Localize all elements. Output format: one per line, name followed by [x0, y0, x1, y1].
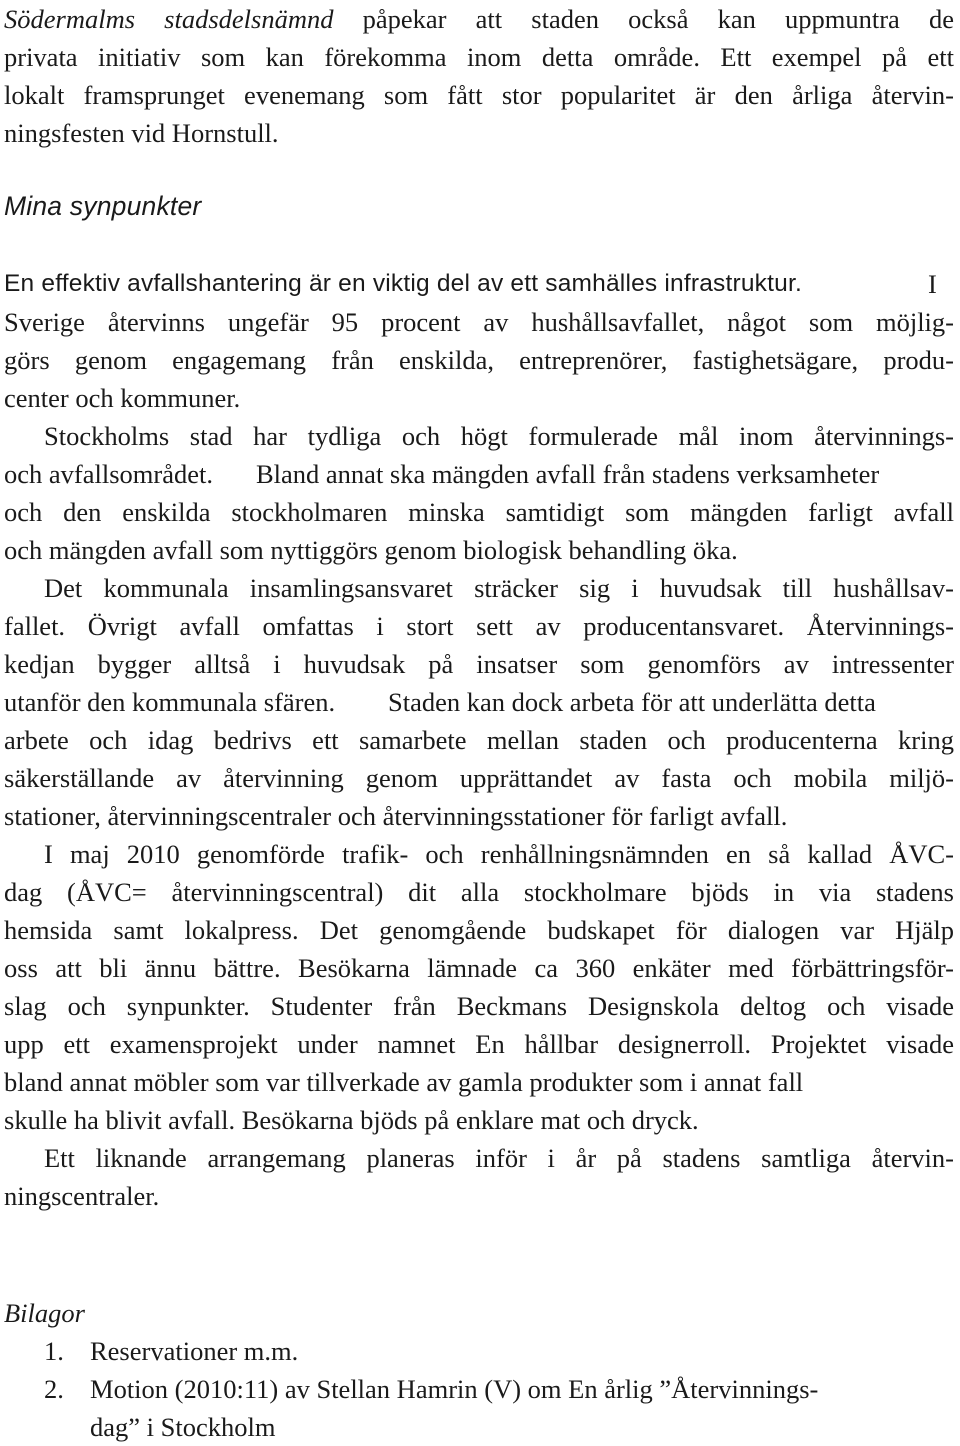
body-line: stationer, återvinningscentraler och återvinningsstationer för farligt avfall. — [4, 801, 788, 831]
intro-line-3: lokalt framsprunget evenemang som fått stor popularitet är den årliga återvin- — [4, 80, 954, 110]
body-line: dag (ÅVC= återvinningscentral) dit alla stockholmare bjöds in via stadens — [4, 877, 954, 907]
body-line: skulle ha blivit avfall. Besökarna bjöds på enklare mat och dryck. — [4, 1105, 699, 1135]
body-line: En effektiv avfallshantering är en viktig del av ett samhälles infrastruktur. — [4, 270, 802, 297]
body-line: bland annat möbler som var tillverkade av gamla produkter som i annat fall — [4, 1067, 804, 1097]
body-line: ningscentraler. — [4, 1181, 160, 1211]
body-line: upp ett examensprojekt under namnet En hållbar designerroll. Projektet visade — [4, 1029, 954, 1059]
body-line: arbete och idag bedrivs ett samarbete mellan staden och producenterna kring — [4, 725, 954, 755]
body-line: Stockholms stad har tydliga och högt formulerade mål inom återvinnings- — [44, 421, 954, 451]
body-line: fallet. Övrigt avfall omfattas i stort sett av producentansvaret. Återvinnings- — [4, 611, 954, 641]
body-line: hemsida samt lokalpress. Det genomgående budskapet för dialogen var Hjälp — [4, 915, 954, 945]
body-line: utanför den kommunala sfären. — [4, 687, 336, 717]
attachments-heading: Bilagor — [4, 1298, 85, 1328]
body-line: och avfallsområdet. — [4, 459, 213, 489]
attachment-item — [44, 1332, 298, 1370]
body-line: Sverige återvinns ungefär 95 procent av hushållsavfallet, något som möjlig- — [4, 307, 954, 337]
intro-line-1-rest: påpekar att staden också kan uppmuntra de — [333, 4, 954, 34]
body-line: center och kommuner. — [4, 383, 241, 413]
body-line: oss att bli ännu bättre. Besökarna lämnade ca 360 enkäter med förbättringsför- — [4, 953, 954, 983]
body-line: Staden kan dock arbeta för att underlätta detta — [388, 687, 876, 717]
body-line: säkerställande av återvinning genom upprättandet av fasta och mobila miljö- — [4, 763, 954, 793]
intro-line-4: ningsfesten vid Hornstull. — [4, 118, 279, 148]
attachment-number: 1. — [44, 1336, 64, 1366]
intro-line-2: privata initiativ som kan förekomma inom detta område. Ett exempel på ett — [4, 42, 954, 72]
body-line: I maj 2010 genomförde trafik- och renhållningsnämnden en så kallad ÅVC- — [44, 839, 954, 869]
body-line: och den enskilda stockholmaren minska samtidigt som mängden farligt avfall — [4, 497, 954, 527]
body-line: I — [928, 269, 937, 299]
attachment-item — [44, 1370, 818, 1408]
attachment-text: Motion (2010:11) av Stellan Hamrin (V) om En årlig ”Återvinnings- — [90, 1374, 819, 1404]
body-line: kedjan bygger alltså i huvudsak på insatser som genomförs av intressenter — [4, 649, 954, 679]
intro-line-1 — [4, 0, 954, 38]
body-line: slag och synpunkter. Studenter från Beckmans Designskola deltog och visade — [4, 991, 954, 1021]
intro-italic-name: Södermalms stadsdelsnämnd — [4, 4, 334, 34]
attachment-text-continuation: dag” i Stockholm — [90, 1412, 276, 1442]
attachment-text: Reservationer m.m. — [90, 1336, 299, 1366]
body-line: Ett liknande arrangemang planeras inför i år på stadens samtliga återvin- — [44, 1143, 954, 1173]
attachment-number: 2. — [44, 1374, 64, 1404]
body-line: Bland annat ska mängden avfall från stadens verksamheter — [256, 459, 880, 489]
body-line: och mängden avfall som nyttiggörs genom biologisk behandling öka. — [4, 535, 738, 565]
body-line: görs genom engagemang från enskilda, entreprenörer, fastighetsägare, produ- — [4, 345, 954, 375]
body-line: Det kommunala insamlingsansvaret sträcker sig i huvudsak till hushållsav- — [44, 573, 954, 603]
section-heading: Mina synpunkter — [4, 191, 202, 221]
